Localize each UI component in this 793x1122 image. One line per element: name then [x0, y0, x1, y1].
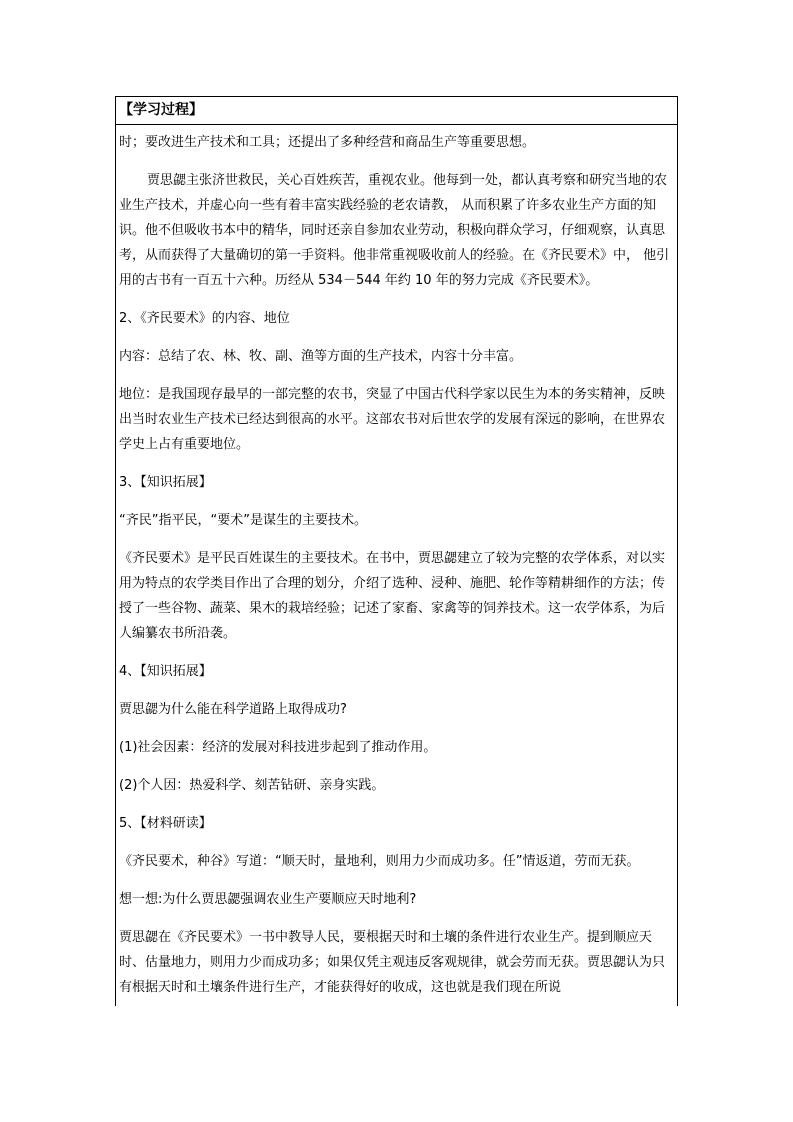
paragraph-factor-social: (1)社会因素：经济的发展对科技进步起到了推动作用。 — [119, 740, 437, 755]
heading-knowledge-2: 4、【知识拓展】 — [119, 664, 212, 679]
paragraph-status: 地位：是我国现存最早的一部完整的农书，突显了中国古代科学家以民生为本的务实精神，反映出当时农业生产技术已经达到很高的水平。这部农书对后世农学的发展有深远的影响，在世界农学史上占有重要地位。 — [119, 387, 666, 452]
paragraph-answer: 贾思勰在《齐民要术》一书中教导人民，要根据天时和土壤的条件进行农业生产。提到顺应天时、估量地力，则用力少而成功多；如果仅凭主观违反客观规律，就会劳而无获。贾思勰认为只有根据天时和土壤条件进行生产，才能获得好的收成，这也就是我们现在所说 — [119, 930, 666, 995]
paragraph-question: 贾思勰为什么能在科学道路上取得成功? — [119, 702, 347, 717]
paragraph-content: 内容：总结了农、林、牧、副、渔等方面的生产技术，内容十分丰富。 — [119, 349, 523, 364]
heading-reading: 5、【材料研读】 — [119, 816, 212, 831]
paragraph-1: 时；要改进生产技术和工具；还提出了多种经营和商品生产等重要思想。 — [119, 135, 536, 150]
paragraph-quote: 《齐民要术，种谷》写道：“顺天时，量地利，则用力少而成功多。任”情返道，劳而无获。 — [119, 854, 640, 869]
heading-knowledge-1: 3、【知识拓展】 — [119, 475, 212, 490]
paragraph-factor-personal: (2)个人因：热爱科学、刻苦钻研、亲身实践。 — [119, 778, 385, 793]
paragraph-2: 贾思勰主张济世救民，关心百姓疾苦，重视农业。他每到一处，都认真考察和研究当地的农业生产技术，并虚心向一些有着丰富实践经验的老农请教， 从而积累了许多农业生产方面的知识。他不但吸收书本中的精华，同时还亲自参加农业劳动，积极向群众学习，仔细观察，认真思考，从而获得了大量确切的第一手资料。他非常重视吸收前人的经验。在《齐民要术》中， 他引用的古书有一百五十六种。历经从 534－544 年约 10 年的努力完成《齐民要术》。 — [119, 173, 670, 288]
paragraph-definition: “齐民”指平民，“要术”是谋生的主要技术。 — [119, 513, 367, 528]
content-table — [115, 96, 678, 1006]
paragraph-system: 《齐民要术》是平民百姓谋生的主要技术。在书中，贾思勰建立了较为完整的农学体系，对以实用为特点的农学类目作出了合理的划分，介绍了选种、浸种、施肥、轮作等精耕细作的方法；传授了一些谷物、蔬菜、果木的栽培经验；记述了家畜、家禽等的饲养技术。这一农学体系，为后人编纂农书所沿袭。 — [119, 551, 666, 641]
heading-content-status: 2、《齐民要术》的内容、地位 — [119, 311, 290, 326]
section-title: 【学习过程】 — [116, 97, 677, 125]
content-body — [116, 130, 677, 1000]
paragraph-think: 想一想:为什么贾思勰强调农业生产要顺应天时地利? — [119, 892, 417, 907]
